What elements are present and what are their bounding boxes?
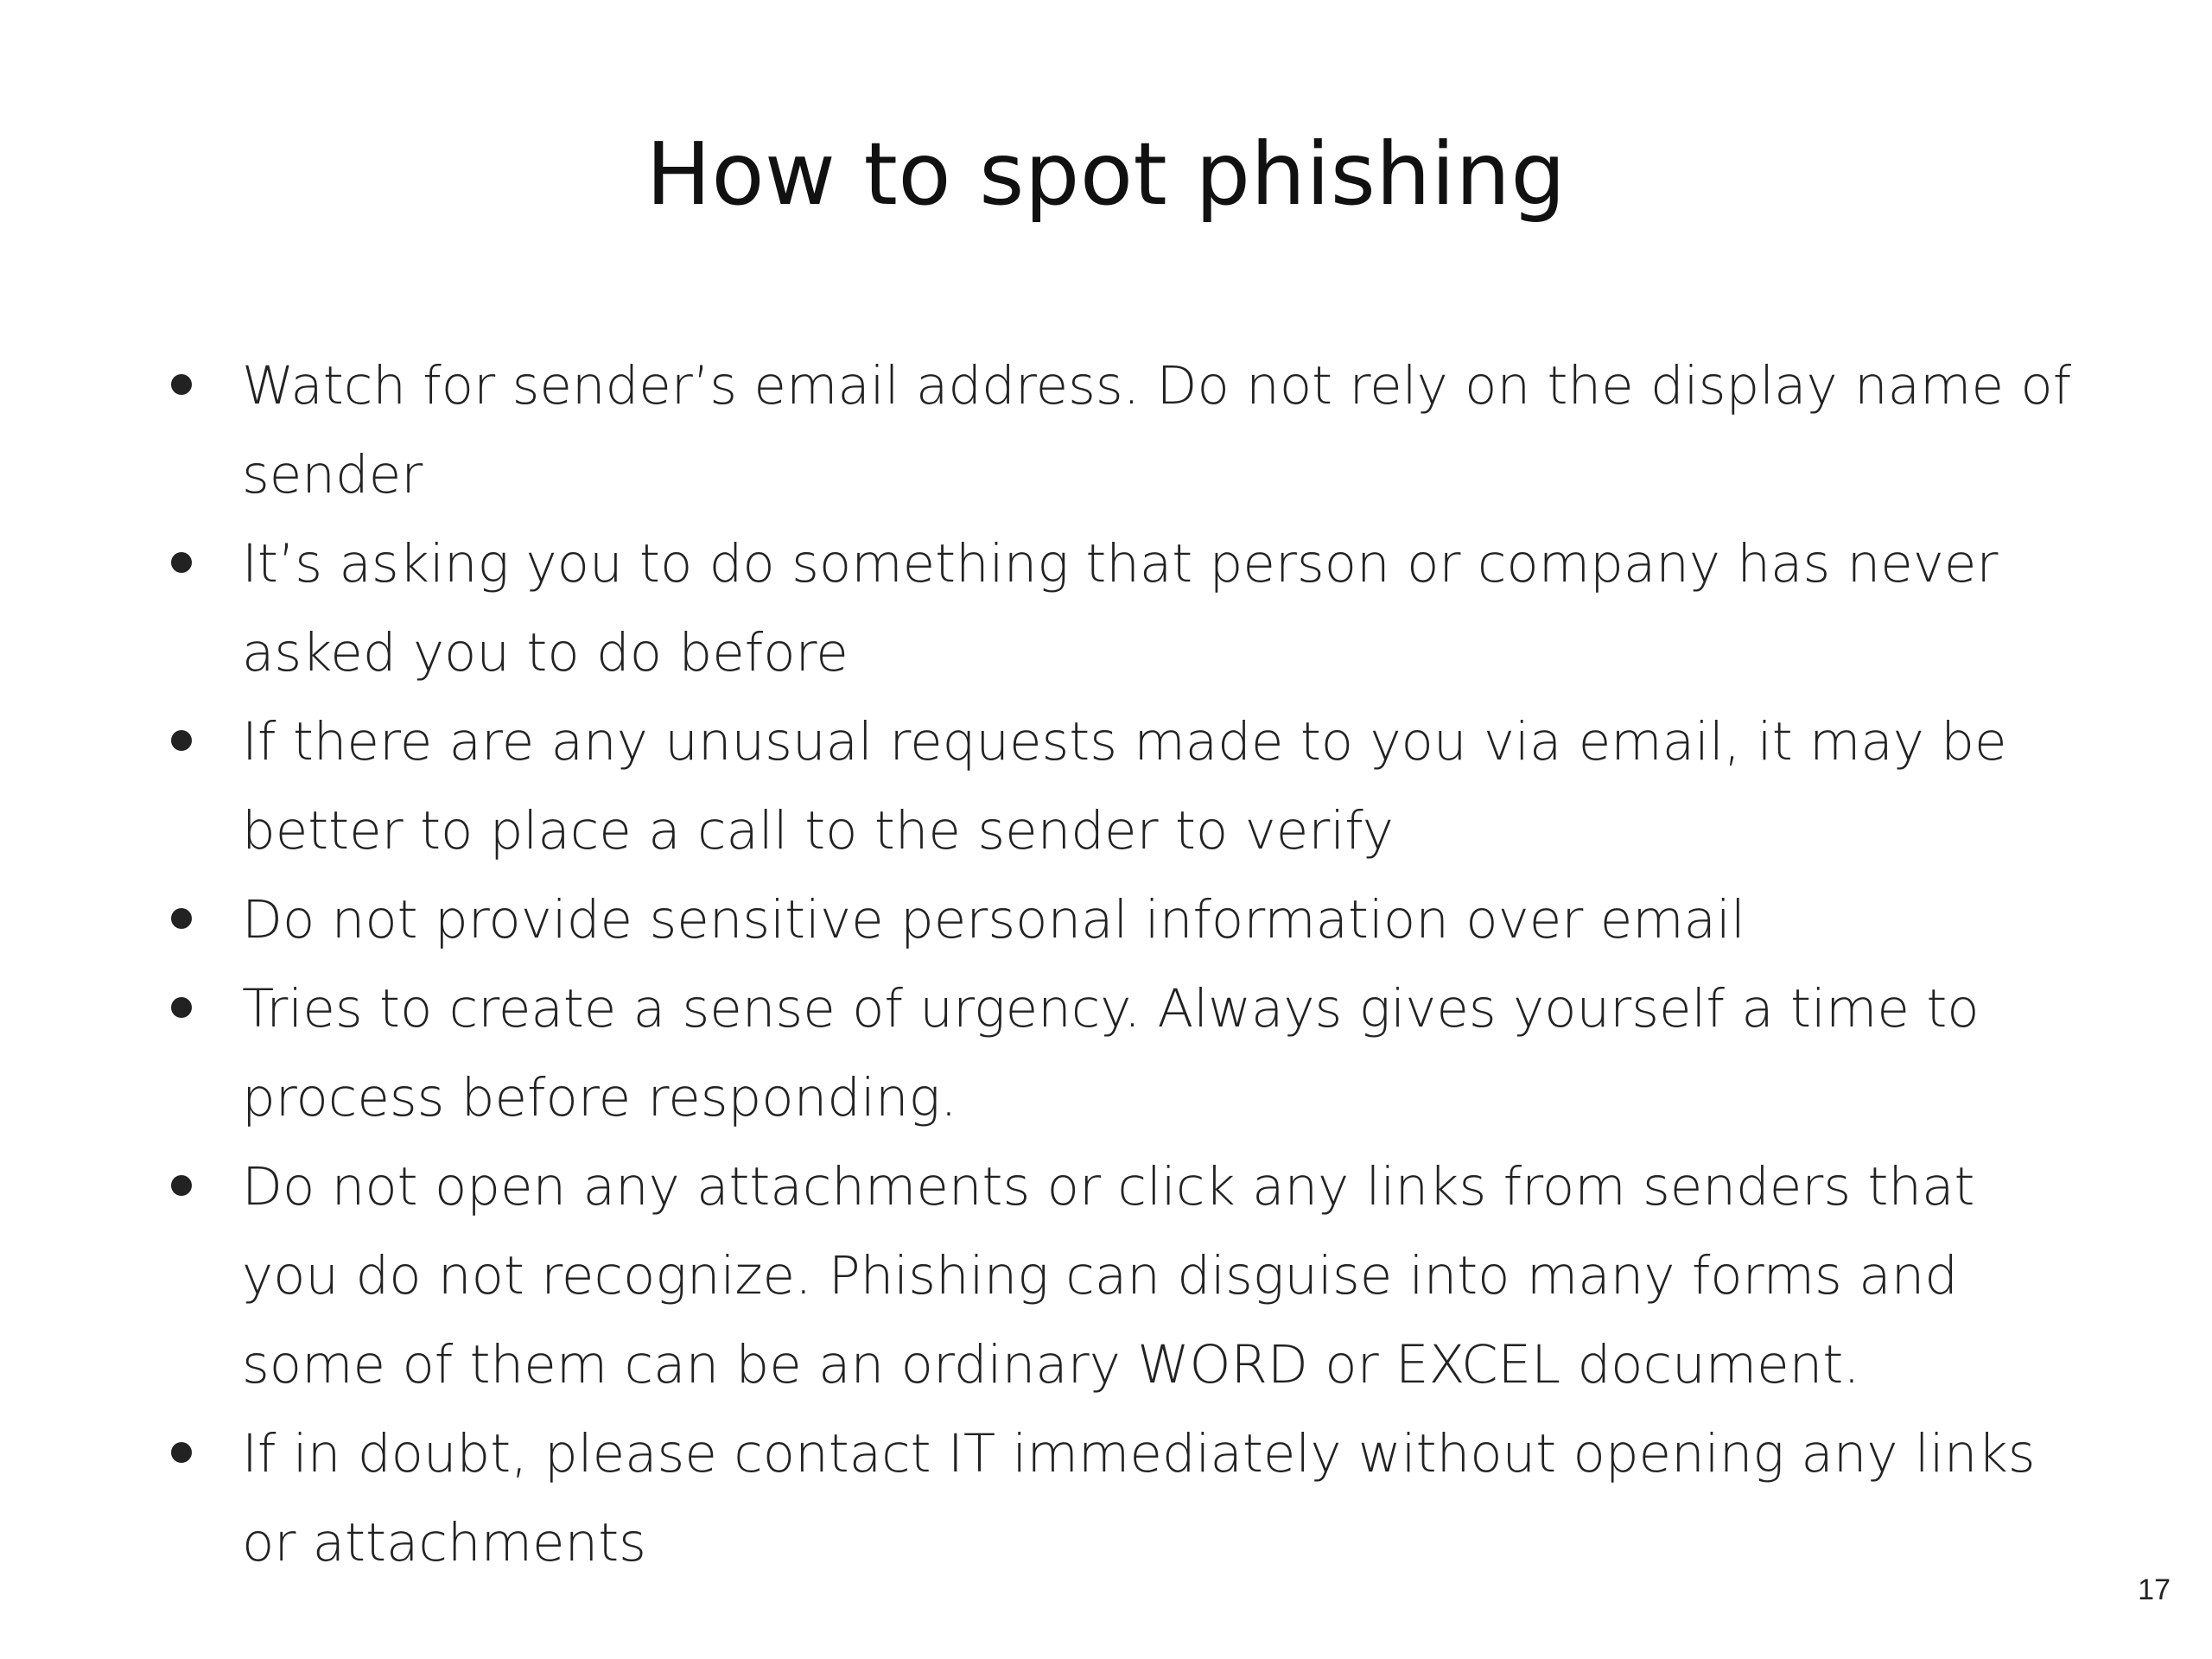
bullet-dot-icon [171,730,192,751]
bullet-text: If there are any unusual requests made to you via email, it may be better to place a call to the sender to verify [242,711,2007,861]
bullet-text: Tries to create a sense of urgency. Always gives yourself a time to process before responding. [242,978,1980,1128]
bullet-item [156,1409,2082,1587]
bullet-dot-icon [171,374,192,395]
bullet-item [156,697,2082,875]
bullet-dot-icon [171,997,192,1018]
bullet-item [156,519,2082,697]
bullet-item [156,964,2082,1142]
bullet-dot-icon [171,908,192,929]
bullet-list [156,341,2082,1587]
bullet-dot-icon [171,1442,192,1463]
bullet-item [156,1142,2082,1409]
bullet-dot-icon [171,552,192,573]
bullet-text: It’s asking you to do something that person or company has never asked you to do before [242,533,1999,683]
bullet-item [156,875,2082,964]
bullet-text: Watch for sender’s email address. Do not rely on the display name of sender [242,355,2072,505]
bullet-item [156,341,2082,519]
bullet-dot-icon [171,1175,192,1196]
slide-title: How to spot phishing [645,124,1567,225]
bullet-text: Do not open any attachments or click any links from senders that you do not recognize. Phishing can disguise into many forms and some of them can be an ordinary WORD or EXCEL document. [242,1156,1975,1395]
bullet-text: Do not provide sensitive personal information over email [242,889,1745,950]
page-number: 17 [2138,1573,2171,1606]
bullet-text: If in doubt, please contact IT immediately without opening any links or attachments [242,1423,2036,1573]
